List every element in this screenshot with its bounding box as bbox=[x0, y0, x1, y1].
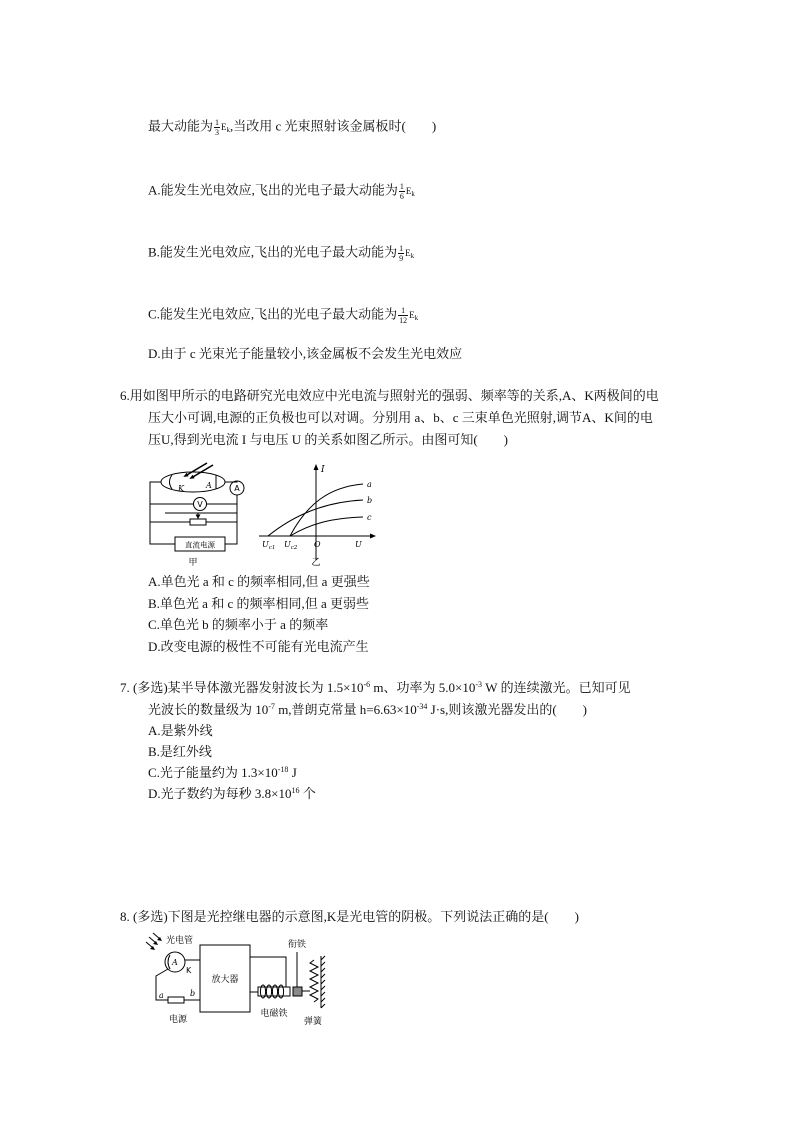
kinetic-energy-symbol bbox=[409, 310, 419, 323]
q6-option-b: B.单色光 a 和 c 的频率相同,但 a 更弱些 bbox=[148, 596, 369, 611]
exponent: -34 bbox=[416, 702, 428, 711]
fraction-denominator: 3 bbox=[215, 128, 220, 137]
spring bbox=[310, 960, 318, 1002]
armature bbox=[293, 987, 302, 996]
curve-c-label: c bbox=[367, 513, 372, 522]
stem-text: W 的连续激光。已知可见 bbox=[482, 680, 631, 695]
q7-option-b bbox=[148, 744, 212, 760]
q6-stem-line-1: 6.用如图甲所示的电路研究光电效应中光电流与照射光的强弱、频率等的关系,A、K两极间的电 bbox=[120, 388, 659, 403]
q5-option-d bbox=[148, 346, 462, 362]
q5-option-b bbox=[148, 244, 414, 263]
option-text: 个 bbox=[299, 786, 316, 801]
q6-stem-line-2: 压大小可调,电源的正负极也可以对调。分别用 a、b、c 三束单色光照射,调节A、K间的电 bbox=[148, 410, 653, 425]
q5-option-a bbox=[148, 182, 415, 201]
curve-a-label: a bbox=[367, 480, 372, 489]
kinetic-energy-symbol bbox=[405, 186, 415, 199]
fraction-denominator: 6 bbox=[399, 192, 404, 201]
option-text: C.能发生光电效应,飞出的光电子最大动能为 bbox=[148, 306, 398, 322]
curve-b-label: b bbox=[367, 496, 373, 505]
spring-label: 弹簧 bbox=[303, 1017, 323, 1027]
origin-label: O bbox=[314, 540, 321, 549]
q5-stem-text-end: ,当改用 c 光束照射该金属板时( ) bbox=[230, 118, 437, 134]
q6-option-d: D.改变电源的极性不可能有光电流产生 bbox=[148, 639, 369, 654]
curve-c bbox=[290, 517, 363, 536]
i-axis-arrowhead bbox=[314, 464, 319, 470]
fraction-numerator: 1 bbox=[215, 118, 220, 127]
option-text: B.能发生光电效应,飞出的光电子最大动能为 bbox=[148, 244, 398, 260]
q5-stem-text: 最大动能为 bbox=[148, 118, 214, 134]
slider-arrowhead bbox=[196, 515, 201, 520]
voltage-symbol: U bbox=[284, 540, 291, 549]
ammeter-label: A bbox=[234, 484, 240, 493]
i-axis-label: I bbox=[321, 465, 325, 475]
terminal-b-label: b bbox=[190, 989, 196, 998]
terminal-a-label: a bbox=[159, 991, 164, 1000]
current-voltage-graph-yi bbox=[255, 462, 380, 574]
wall-hatching bbox=[321, 956, 325, 1008]
u-axis-label: U bbox=[355, 540, 362, 549]
q7-stem-line-1 bbox=[120, 680, 631, 696]
wire bbox=[250, 957, 286, 987]
q6-stem-line-3: 压U,得到光电流 I 与电压 U 的关系如图乙所示。由图可知( ) bbox=[148, 432, 509, 447]
option-text: A.是紫外线 bbox=[148, 723, 213, 738]
fraction bbox=[398, 244, 404, 263]
kinetic-energy-symbol bbox=[405, 248, 415, 261]
rheostat bbox=[190, 519, 206, 525]
light-ray-arrowhead bbox=[183, 473, 188, 477]
curve-a bbox=[290, 484, 363, 536]
amplifier-label: 放大器 bbox=[211, 975, 239, 985]
light-ray bbox=[186, 463, 207, 476]
stem-text: m,普朗克常量 h=6.63×10 bbox=[274, 702, 417, 717]
phototube-label: 光电管 bbox=[166, 936, 194, 946]
symbol-e: E bbox=[405, 186, 412, 197]
q7-stem-line-2 bbox=[148, 702, 587, 718]
exponent: -3 bbox=[475, 680, 483, 689]
q6-option-a: A.单色光 a 和 c 的频率相同,但 a 更强些 bbox=[148, 574, 370, 589]
stopping-voltage-1-label bbox=[262, 540, 275, 551]
symbol-subscript: k bbox=[411, 190, 415, 199]
anode-label: A bbox=[172, 958, 178, 967]
fraction-denominator: 12 bbox=[399, 316, 408, 325]
kinetic-energy-symbol bbox=[221, 122, 231, 135]
power-source bbox=[168, 997, 184, 1003]
option-text: A.能发生光电效应,飞出的光电子最大动能为 bbox=[148, 182, 398, 198]
fraction-numerator: 1 bbox=[398, 306, 408, 316]
exponent: 16 bbox=[291, 786, 300, 795]
q7-option-a bbox=[148, 723, 213, 739]
option-text: C.光子能量约为 1.3×10 bbox=[148, 765, 278, 780]
stem-text: 光波长的数量级为 10 bbox=[148, 702, 269, 717]
cathode bbox=[168, 955, 170, 969]
fraction-numerator: 1 bbox=[399, 182, 404, 191]
q5-option-c bbox=[148, 306, 418, 325]
exponent: -7 bbox=[268, 702, 275, 711]
stopping-voltage-2-label bbox=[284, 540, 298, 551]
q7-option-c bbox=[148, 765, 297, 781]
symbol-e: E bbox=[409, 310, 415, 321]
u-axis-arrowhead bbox=[370, 534, 376, 539]
q6-option-c: C.单色光 b 的频率小于 a 的频率 bbox=[148, 617, 329, 632]
symbol-subscript: k bbox=[410, 252, 415, 261]
figure-caption-yi: 乙 bbox=[311, 558, 321, 568]
q8-stem: 8. (多选)下图是光控继电器的示意图,K是光电管的阴极。下列说法正确的是( ) bbox=[120, 909, 579, 924]
fraction-denominator: 9 bbox=[399, 254, 404, 263]
electromagnet-label: 电磁铁 bbox=[260, 1009, 288, 1019]
option-text: D.由于 c 光束光子能量较小,该金属板不会发生光电效应 bbox=[148, 346, 463, 361]
cathode-label: K bbox=[186, 966, 192, 975]
option-text: D.光子数约为每秒 3.8×10 bbox=[148, 786, 292, 801]
q5-stem-tail bbox=[148, 118, 436, 137]
light-ray-arrowhead bbox=[189, 475, 194, 479]
voltage-subscript: c2 bbox=[290, 545, 298, 551]
electromagnet-core bbox=[258, 987, 290, 996]
armature-label: 衔铁 bbox=[287, 940, 307, 950]
fraction bbox=[214, 118, 220, 137]
symbol-subscript: k bbox=[414, 314, 419, 323]
figure-caption-jia: 甲 bbox=[188, 558, 198, 568]
voltage-symbol: U bbox=[262, 540, 269, 549]
cathode-plate bbox=[170, 475, 173, 489]
fraction bbox=[398, 306, 408, 325]
stem-text: J·s,则该激光器发出的( ) bbox=[427, 702, 587, 717]
phototube bbox=[161, 472, 225, 492]
power-source-label: 电源 bbox=[168, 1015, 188, 1025]
fraction bbox=[399, 182, 405, 201]
option-text: J bbox=[288, 765, 297, 780]
symbol-e: E bbox=[405, 248, 411, 259]
symbol-subscript: k bbox=[226, 126, 231, 135]
option-text: B.是红外线 bbox=[148, 744, 212, 759]
light-ray bbox=[192, 465, 213, 478]
dc-power-supply-label: 直流电源 bbox=[185, 540, 215, 550]
anode-label: A bbox=[206, 481, 212, 490]
q7-option-d bbox=[148, 786, 316, 802]
photo-relay-diagram bbox=[146, 932, 326, 1030]
wire bbox=[225, 495, 237, 544]
exponent: -6 bbox=[363, 680, 371, 689]
cathode-label: K bbox=[178, 484, 184, 493]
fraction-numerator: 1 bbox=[399, 244, 404, 253]
circuit-diagram-jia bbox=[145, 462, 250, 574]
symbol-e: E bbox=[221, 122, 227, 133]
stem-text: m、功率为 5.0×10 bbox=[370, 680, 476, 695]
stem-text: 7. (多选)某半导体激光器发射波长为 1.5×10 bbox=[120, 680, 364, 695]
voltmeter-label: V bbox=[197, 500, 203, 509]
voltage-subscript: c1 bbox=[268, 545, 276, 551]
exponent: -18 bbox=[277, 765, 289, 774]
